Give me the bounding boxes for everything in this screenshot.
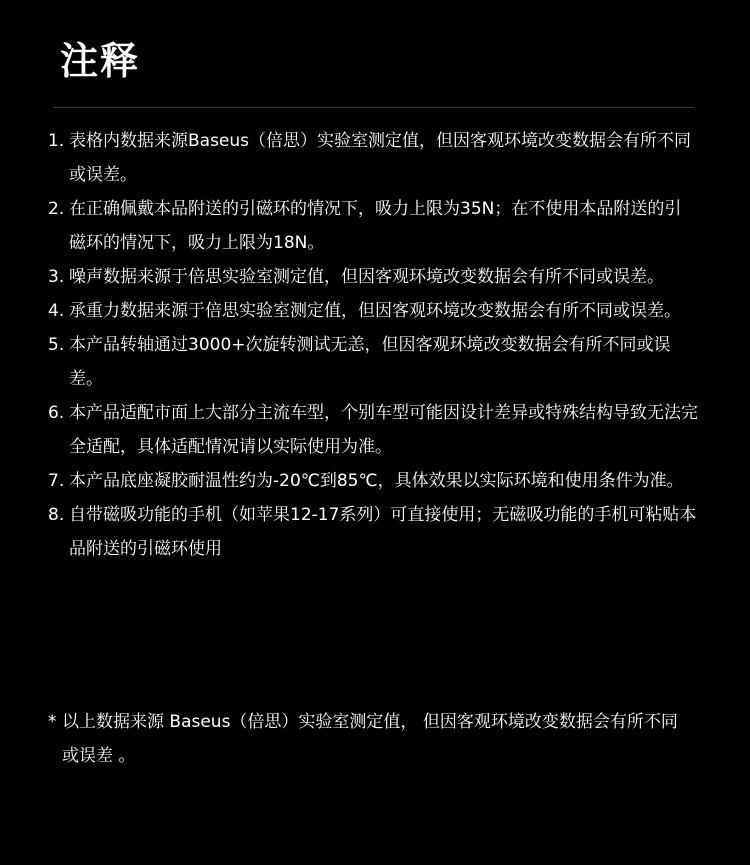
- note-number: 4.: [48, 301, 65, 321]
- note-item: [48, 498, 698, 566]
- page-title: 注释: [60, 39, 141, 83]
- note-number: 8.: [48, 505, 65, 525]
- note-item: [48, 294, 698, 328]
- asterisk-mark: *: [48, 712, 57, 732]
- note-text: 本产品适配市面上大部分主流车型，个别车型可能因设计差异或特殊结构导致无法完全适配，具体适配情况请以实际使用为准。: [69, 403, 698, 457]
- note-text: 自带磁吸功能的手机（如苹果12-17系列）可直接使用；无磁吸功能的手机可粘贴本品附送的引磁环使用: [69, 505, 697, 559]
- note-number: 7.: [48, 471, 65, 491]
- note-item: [48, 464, 698, 498]
- note-number: 3.: [48, 267, 65, 287]
- title-divider: [54, 107, 694, 108]
- note-item: [48, 260, 698, 294]
- note-number: 5.: [48, 335, 65, 355]
- note-item: [48, 192, 698, 260]
- disclaimer-text: 以上数据来源 Baseus（倍思）实验室测定值， 但因客观环境改变数据会有所不同或误差 。: [62, 712, 678, 766]
- note-text: 噪声数据来源于倍思实验室测定值，但因客观环境改变数据会有所不同或误差。: [69, 267, 664, 287]
- note-number: 6.: [48, 403, 65, 423]
- note-text: 承重力数据来源于倍思实验室测定值，但因客观环境改变数据会有所不同或误差。: [69, 301, 681, 321]
- note-item: [48, 124, 698, 192]
- footer-disclaimer: [48, 705, 688, 773]
- note-text: 本产品底座凝胶耐温性约为-20℃到85℃，具体效果以实际环境和使用条件为准。: [69, 471, 684, 491]
- note-number: 1.: [48, 131, 65, 151]
- note-text: 表格内数据来源Baseus（倍思）实验室测定值，但因客观环境改变数据会有所不同或误差。: [69, 131, 692, 185]
- note-text: 本产品转轴通过3000+次旋转测试无恙，但因客观环境改变数据会有所不同或误差。: [69, 335, 671, 389]
- note-text: 在正确佩戴本品附送的引磁环的情况下，吸力上限为35N；在不使用本品附送的引磁环的情况下，吸力上限为18N。: [69, 199, 682, 253]
- notes-list: [48, 124, 698, 566]
- note-number: 2.: [48, 199, 65, 219]
- note-item: [48, 396, 698, 464]
- note-item: [48, 328, 698, 396]
